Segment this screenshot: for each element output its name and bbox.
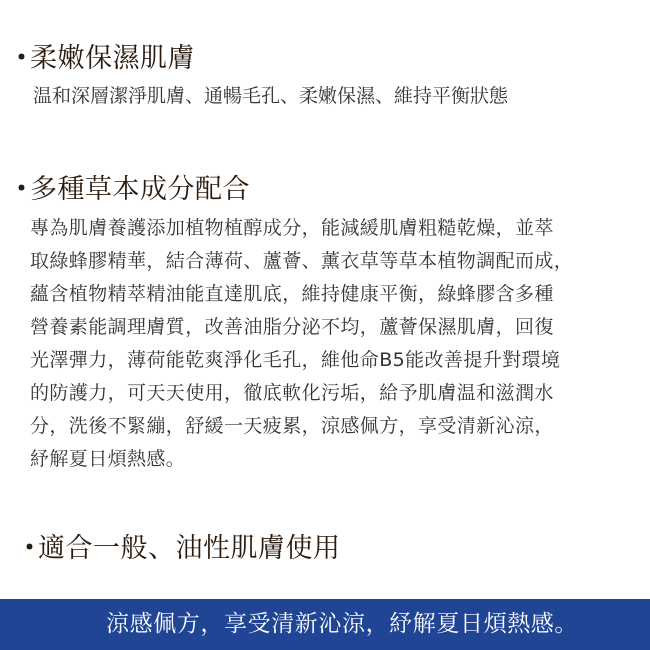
section-heading-skin-type: [16, 532, 341, 566]
section-heading-herbal: [8, 173, 250, 207]
banner-text: 涼感佩方，享受清新沁涼，紓解夏日煩熱感。: [106, 611, 578, 637]
description-line: 紓解夏日煩熱感。: [30, 448, 186, 470]
section-title: 適合一般、油性肌膚使用: [38, 533, 341, 564]
description-line: 蘊含植物精萃精油能直達肌底，維持健康平衡，綠蜂膠含多種: [30, 283, 554, 305]
section-title: 多種草本成分配合: [30, 174, 250, 205]
herbal-description: [30, 212, 573, 476]
bullet-icon: ・: [8, 43, 36, 74]
description-line: 分，洗後不緊繃，舒緩一天疲累，涼感佩方，享受清新沁涼，: [30, 415, 554, 437]
description-line: 營養素能調理膚質，改善油脂分泌不均，蘆薈保濕肌膚，回復: [30, 316, 554, 338]
section-title: 柔嫩保濕肌膚: [30, 43, 195, 74]
description-line: 的防護力，可天天使用，徹底軟化污垢，給予肌膚温和滋潤水: [30, 382, 554, 404]
description-line: 光澤彈力，薄荷能乾爽淨化毛孔，維他命B5能改善提升對環境: [30, 349, 561, 371]
bottom-banner: [0, 599, 650, 650]
description-line: 專為肌膚養護添加植物植醇成分，能減緩肌膚粗糙乾燥，並萃: [30, 217, 554, 239]
description-line: 取綠蜂膠精華，結合薄荷、蘆薈、薰衣草等草本植物調配而成，: [30, 250, 574, 272]
bullet-icon: ・: [8, 174, 36, 205]
section-subtitle: 温和深層潔淨肌膚、通暢毛孔、柔嫩保濕、維持平衡狀態: [33, 85, 509, 107]
section-heading-moisturize: [8, 42, 195, 76]
bullet-icon: ・: [16, 533, 44, 564]
